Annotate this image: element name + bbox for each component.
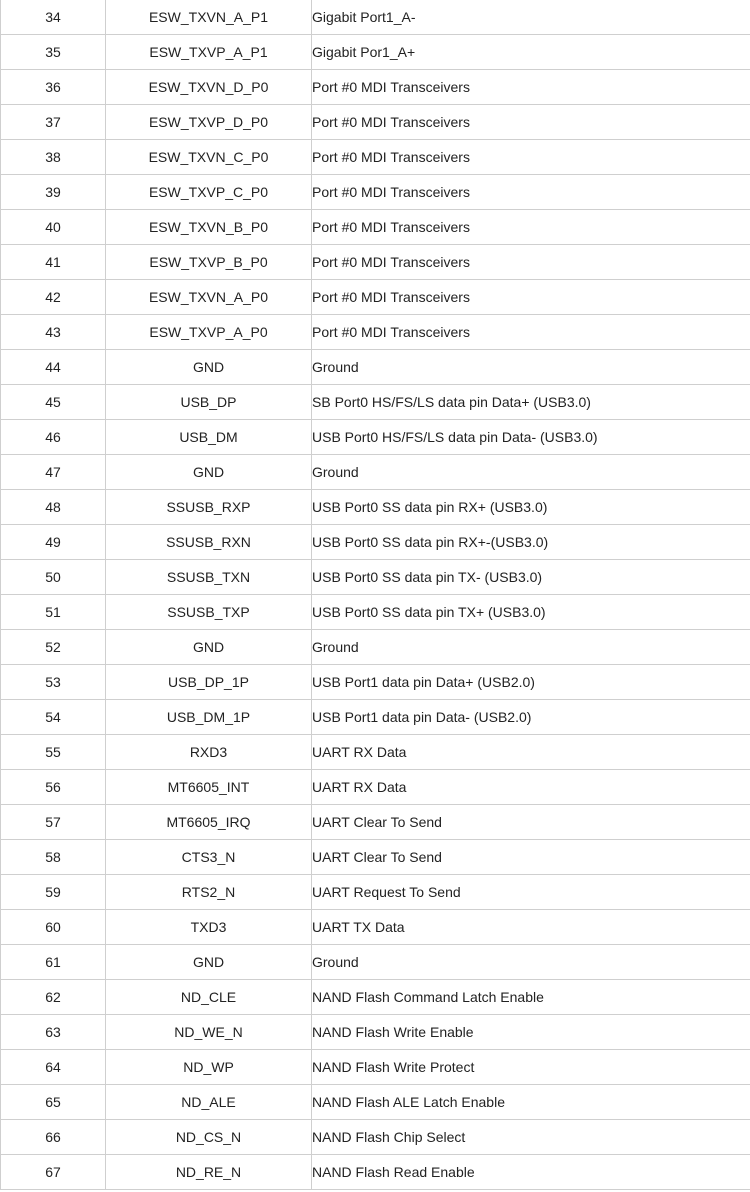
pin-number-cell: 47 (1, 455, 106, 490)
description-cell: UART RX Data (312, 735, 750, 770)
description-cell: NAND Flash ALE Latch Enable (312, 1085, 750, 1120)
table-row (1, 665, 750, 700)
table-row (1, 1085, 750, 1120)
signal-name-cell: USB_DP (106, 385, 312, 420)
table-row (1, 210, 750, 245)
description-cell: Ground (312, 455, 750, 490)
pin-number-cell: 48 (1, 490, 106, 525)
signal-name-cell: RTS2_N (106, 875, 312, 910)
table-row (1, 770, 750, 805)
signal-name-cell: GND (106, 350, 312, 385)
pin-number-cell: 54 (1, 700, 106, 735)
pin-number-cell: 61 (1, 945, 106, 980)
signal-name-cell: ESW_TXVP_A_P1 (106, 35, 312, 70)
pin-number-cell: 36 (1, 70, 106, 105)
table-row (1, 630, 750, 665)
signal-name-cell: RXD3 (106, 735, 312, 770)
description-cell: USB Port1 data pin Data+ (USB2.0) (312, 665, 750, 700)
description-cell: USB Port1 data pin Data- (USB2.0) (312, 700, 750, 735)
table-row (1, 1050, 750, 1085)
signal-name-cell: MT6605_INT (106, 770, 312, 805)
signal-name-cell: ESW_TXVN_D_P0 (106, 70, 312, 105)
signal-name-cell: USB_DP_1P (106, 665, 312, 700)
description-cell: USB Port0 SS data pin TX- (USB3.0) (312, 560, 750, 595)
signal-name-cell: ESW_TXVN_C_P0 (106, 140, 312, 175)
description-cell: USB Port0 SS data pin RX+ (USB3.0) (312, 490, 750, 525)
signal-name-cell: ESW_TXVP_B_P0 (106, 245, 312, 280)
table-row (1, 175, 750, 210)
signal-name-cell: ESW_TXVP_C_P0 (106, 175, 312, 210)
pin-number-cell: 64 (1, 1050, 106, 1085)
table-row (1, 35, 750, 70)
signal-name-cell: ESW_TXVP_A_P0 (106, 315, 312, 350)
description-cell: USB Port0 SS data pin RX+-(USB3.0) (312, 525, 750, 560)
table-row (1, 980, 750, 1015)
pin-number-cell: 55 (1, 735, 106, 770)
description-cell: Port #0 MDI Transceivers (312, 70, 750, 105)
description-cell: NAND Flash Chip Select (312, 1120, 750, 1155)
pin-number-cell: 43 (1, 315, 106, 350)
description-cell: UART RX Data (312, 770, 750, 805)
table-row (1, 1015, 750, 1050)
pin-number-cell: 41 (1, 245, 106, 280)
pin-number-cell: 59 (1, 875, 106, 910)
description-cell: Port #0 MDI Transceivers (312, 210, 750, 245)
description-cell: Ground (312, 630, 750, 665)
table-row (1, 840, 750, 875)
pin-number-cell: 44 (1, 350, 106, 385)
pin-number-cell: 42 (1, 280, 106, 315)
description-cell: NAND Flash Write Protect (312, 1050, 750, 1085)
pin-number-cell: 37 (1, 105, 106, 140)
table-row (1, 1155, 750, 1190)
signal-name-cell: USB_DM_1P (106, 700, 312, 735)
pin-number-cell: 34 (1, 0, 106, 35)
table-row (1, 1120, 750, 1155)
signal-name-cell: GND (106, 630, 312, 665)
pin-number-cell: 51 (1, 595, 106, 630)
description-cell: Port #0 MDI Transceivers (312, 140, 750, 175)
signal-name-cell: GND (106, 945, 312, 980)
description-cell: USB Port0 HS/FS/LS data pin Data- (USB3.0) (312, 420, 750, 455)
signal-name-cell: SSUSB_TXN (106, 560, 312, 595)
pin-number-cell: 50 (1, 560, 106, 595)
pin-number-cell: 66 (1, 1120, 106, 1155)
signal-name-cell: ND_CS_N (106, 1120, 312, 1155)
signal-name-cell: ND_CLE (106, 980, 312, 1015)
signal-name-cell: CTS3_N (106, 840, 312, 875)
description-cell: Gigabit Port1_A- (312, 0, 750, 35)
table-row (1, 875, 750, 910)
description-cell: SB Port0 HS/FS/LS data pin Data+ (USB3.0) (312, 385, 750, 420)
description-cell: Ground (312, 945, 750, 980)
description-cell: Port #0 MDI Transceivers (312, 315, 750, 350)
pin-number-cell: 39 (1, 175, 106, 210)
description-cell: USB Port0 SS data pin TX+ (USB3.0) (312, 595, 750, 630)
description-cell: NAND Flash Command Latch Enable (312, 980, 750, 1015)
description-cell: Port #0 MDI Transceivers (312, 280, 750, 315)
table-row (1, 910, 750, 945)
table-row (1, 280, 750, 315)
description-cell: UART Request To Send (312, 875, 750, 910)
description-cell: UART Clear To Send (312, 840, 750, 875)
table-row (1, 805, 750, 840)
table-row (1, 490, 750, 525)
table-row (1, 560, 750, 595)
table-row (1, 70, 750, 105)
pin-number-cell: 57 (1, 805, 106, 840)
table-row (1, 0, 750, 35)
table-row (1, 140, 750, 175)
pin-number-cell: 67 (1, 1155, 106, 1190)
signal-name-cell: USB_DM (106, 420, 312, 455)
table-row (1, 245, 750, 280)
table-row (1, 735, 750, 770)
table-row (1, 420, 750, 455)
signal-name-cell: SSUSB_RXP (106, 490, 312, 525)
pin-number-cell: 46 (1, 420, 106, 455)
description-cell: Ground (312, 350, 750, 385)
signal-name-cell: ND_WP (106, 1050, 312, 1085)
description-cell: UART Clear To Send (312, 805, 750, 840)
signal-name-cell: ESW_TXVN_A_P1 (106, 0, 312, 35)
signal-name-cell: MT6605_IRQ (106, 805, 312, 840)
table-row (1, 385, 750, 420)
signal-name-cell: TXD3 (106, 910, 312, 945)
table-row (1, 105, 750, 140)
description-cell: Port #0 MDI Transceivers (312, 175, 750, 210)
signal-name-cell: ESW_TXVP_D_P0 (106, 105, 312, 140)
pin-number-cell: 53 (1, 665, 106, 700)
description-cell: NAND Flash Write Enable (312, 1015, 750, 1050)
description-cell: UART TX Data (312, 910, 750, 945)
signal-name-cell: ESW_TXVN_B_P0 (106, 210, 312, 245)
pin-table-body (1, 0, 750, 1190)
pin-number-cell: 63 (1, 1015, 106, 1050)
pin-number-cell: 38 (1, 140, 106, 175)
table-row (1, 525, 750, 560)
signal-name-cell: ND_WE_N (106, 1015, 312, 1050)
table-row (1, 700, 750, 735)
signal-name-cell: ND_RE_N (106, 1155, 312, 1190)
pin-number-cell: 65 (1, 1085, 106, 1120)
pin-number-cell: 40 (1, 210, 106, 245)
pin-number-cell: 52 (1, 630, 106, 665)
description-cell: NAND Flash Read Enable (312, 1155, 750, 1190)
pin-number-cell: 58 (1, 840, 106, 875)
table-row (1, 595, 750, 630)
signal-name-cell: ND_ALE (106, 1085, 312, 1120)
description-cell: Port #0 MDI Transceivers (312, 105, 750, 140)
signal-name-cell: SSUSB_TXP (106, 595, 312, 630)
pin-number-cell: 56 (1, 770, 106, 805)
table-row (1, 945, 750, 980)
pin-number-cell: 60 (1, 910, 106, 945)
pin-number-cell: 35 (1, 35, 106, 70)
pin-number-cell: 49 (1, 525, 106, 560)
pin-number-cell: 62 (1, 980, 106, 1015)
pin-number-cell: 45 (1, 385, 106, 420)
table-row (1, 315, 750, 350)
table-row (1, 350, 750, 385)
description-cell: Port #0 MDI Transceivers (312, 245, 750, 280)
signal-name-cell: SSUSB_RXN (106, 525, 312, 560)
signal-name-cell: ESW_TXVN_A_P0 (106, 280, 312, 315)
signal-name-cell: GND (106, 455, 312, 490)
description-cell: Gigabit Por1_A+ (312, 35, 750, 70)
table-row (1, 455, 750, 490)
